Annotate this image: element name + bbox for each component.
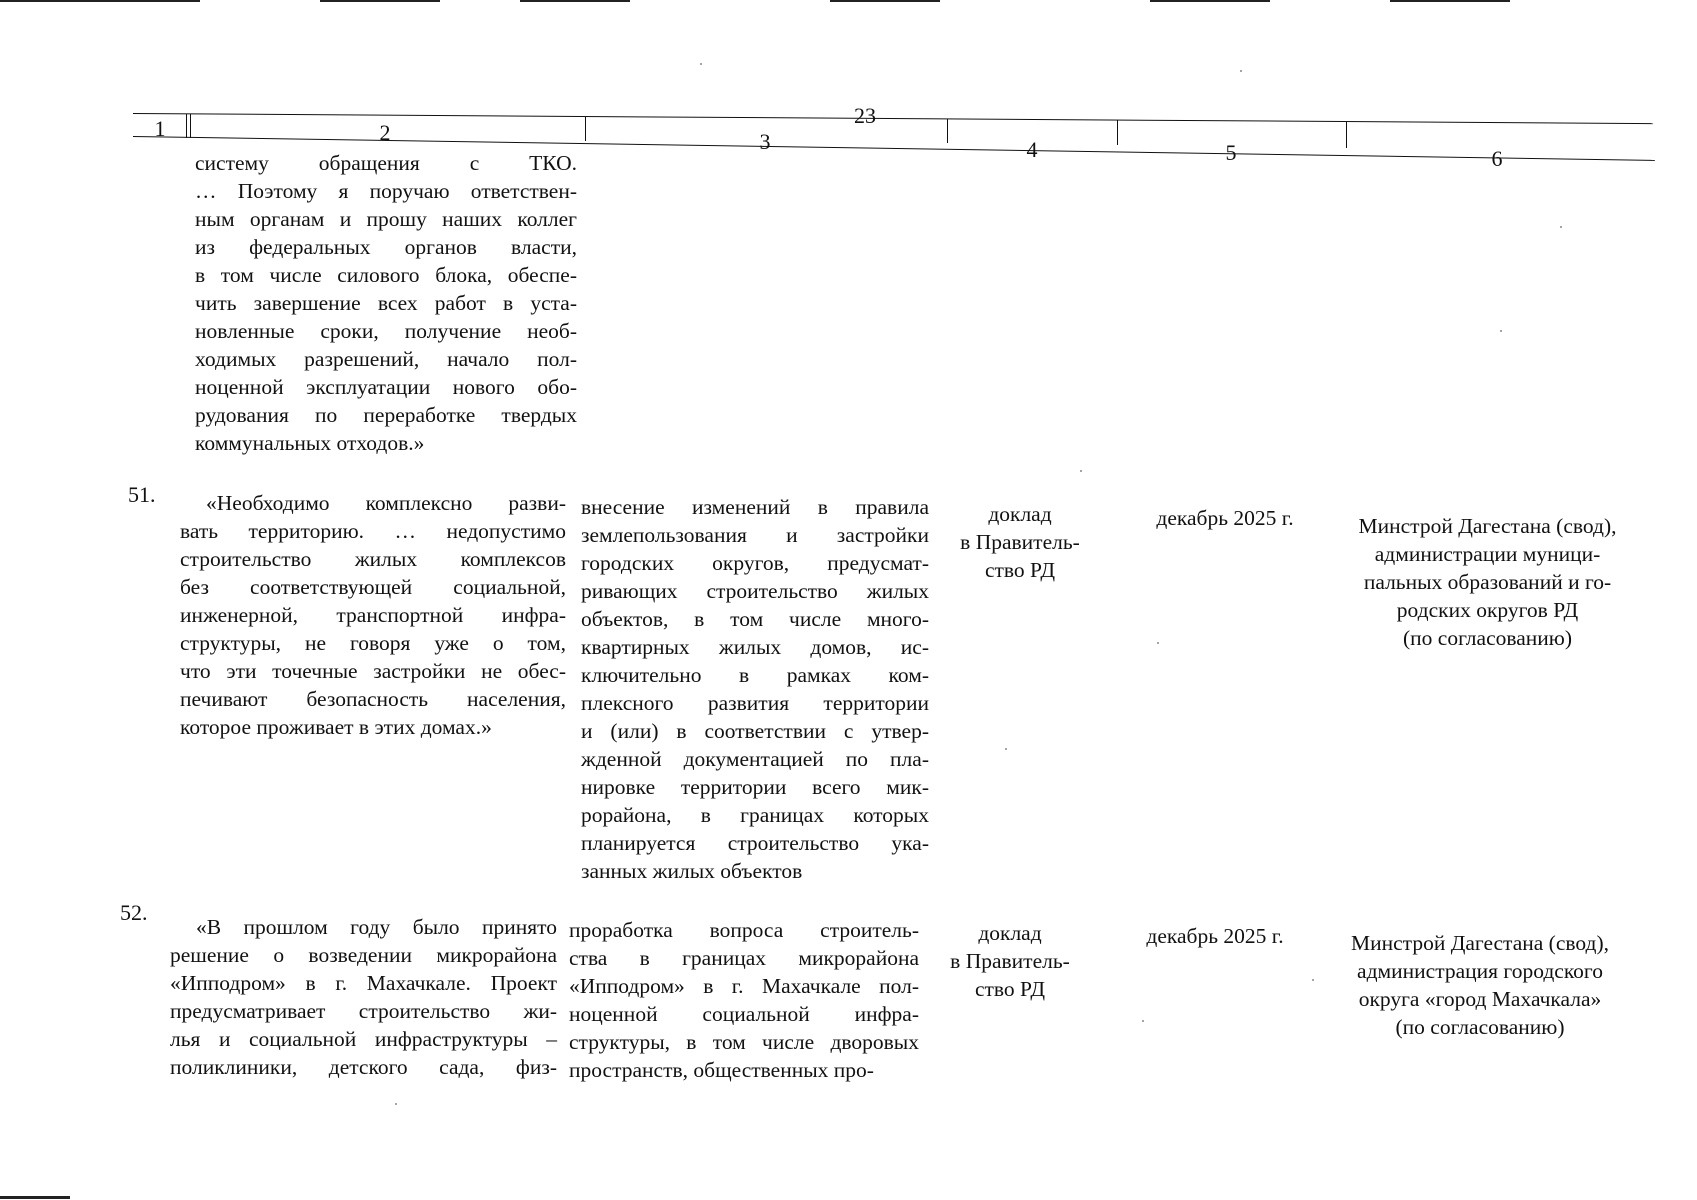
- column-divider: [186, 114, 187, 138]
- row-col6-responsible: Минстрой Дагестана (свод), администрация городского округа «город Махачкала» (по согласованию): [1350, 931, 1609, 1039]
- row-col5-deadline: декабрь 2025 г.: [1156, 506, 1294, 530]
- scan-edge-mark: [1390, 0, 1510, 2]
- scan-speck: [1500, 330, 1502, 332]
- row-col2-text: «Необходимо комплексно разви- вать территорию. … недопустимо строительство жилых комплексов без соответствующей социальной, инженерной, транспортной инфра- структуры, не говоря уже о том, что эти точечные застройки не обес- печивают безопасность населения, которое проживает в этих домах.»: [180, 491, 566, 739]
- scan-edge-mark: [520, 0, 630, 2]
- scan-speck: [1157, 642, 1159, 644]
- row-col4-report: доклад в Правитель- ство РД: [950, 921, 1070, 1001]
- page-number: 23: [854, 103, 876, 128]
- scan-speck: [1560, 226, 1562, 228]
- column-header-4: 4: [1026, 137, 1038, 162]
- column-divider: [1346, 122, 1347, 148]
- row-number: 51.: [128, 482, 156, 507]
- column-header-2: 2: [379, 120, 391, 145]
- row-col6-responsible: Минстрой Дагестана (свод), администрации муници- пальных образований и го- родских округов РД (по согласованию): [1358, 514, 1617, 650]
- scan-edge-mark: [0, 1196, 70, 1199]
- column-divider: [585, 117, 586, 141]
- header-top-rule: [133, 113, 1653, 124]
- row-col5-deadline: декабрь 2025 г.: [1146, 924, 1284, 948]
- column-divider: [1117, 120, 1118, 145]
- row-col4-report: доклад в Правитель- ство РД: [960, 502, 1080, 582]
- column-header-6: 6: [1491, 146, 1503, 171]
- column-divider: [947, 119, 948, 143]
- scan-edge-mark: [0, 0, 200, 2]
- row-col3-text: внесение изменений в правила землепользования и застройки городских округов, предусмат- ривающих строительство жилых объектов, в том числе много- квартирных жилых домов, ис- ключительно в рамках ком- плексного развития территории и (или) в соответствии с утвер- жденной документацией по пла- нировке территории всего мик- рорайона, в границах которых планируется строительство ука- занных жилых объектов: [581, 495, 929, 883]
- column-header-5: 5: [1225, 140, 1237, 165]
- scan-speck: [1312, 979, 1314, 981]
- scan-edge-mark: [830, 0, 940, 2]
- scan-speck: [700, 63, 702, 65]
- scan-edge-mark: [320, 0, 440, 2]
- scan-speck: [1080, 470, 1082, 472]
- scan-speck: [1142, 1020, 1144, 1022]
- scan-speck: [1005, 748, 1007, 750]
- column-divider: [190, 114, 191, 138]
- column-header-3: 3: [759, 129, 771, 154]
- row-number: 52.: [120, 900, 148, 925]
- row-col3-text: проработка вопроса строитель- ства в границах микрорайона «Ипподром» в г. Махачкале пол- ноценной социальной инфра- структуры, в том числе дворовых пространств, общественных про-: [569, 918, 919, 1082]
- scan-edge-mark: [1150, 0, 1270, 2]
- scan-speck: [395, 1103, 397, 1105]
- continuation-col2-text: систему обращения с ТКО. … Поэтому я поручаю ответствен- ным органам и прошу наших коллег из федеральных органов власти, в том числе силового блока, обеспе- чить завершение всех работ в уста- новленные сроки, получение необ- ходимых разрешений, начало пол- ноценной эксплуатации нового обо- рудования по переработке твердых коммунальных отходов.»: [195, 151, 577, 455]
- scan-speck: [1240, 70, 1242, 72]
- row-col2-text: «В прошлом году было принято решение о возведении микрорайона «Ипподром» в г. Махачкале. Проект предусматривает строительство жи- лья и социальной инфраструктуры – поликлиники, детского сада, физ-: [170, 915, 557, 1079]
- column-header-1: 1: [154, 116, 166, 141]
